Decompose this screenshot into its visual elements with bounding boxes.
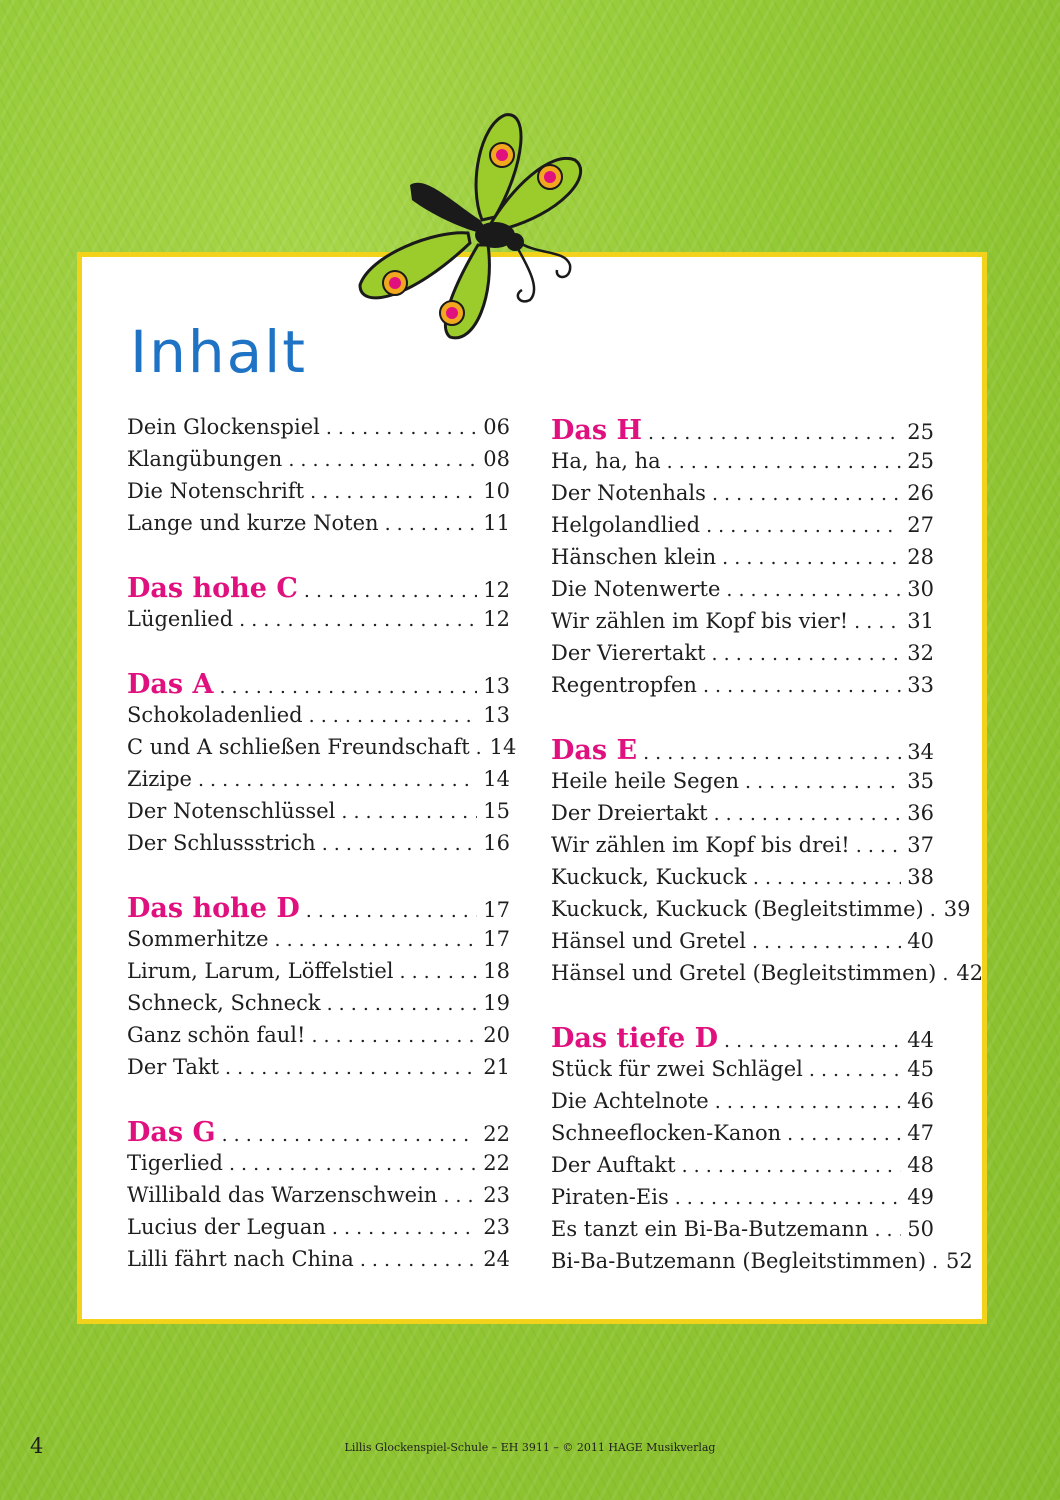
toc-page-number: 39 <box>943 897 971 921</box>
toc-entry <box>551 833 934 865</box>
toc-entry-label: Lilli fährt nach China <box>127 1247 354 1271</box>
toc-entry-label: Heile heile Segen <box>551 769 739 793</box>
toc-page-number: 48 <box>907 1153 934 1177</box>
dot-leader <box>306 900 477 922</box>
dot-leader <box>222 1124 478 1146</box>
toc-entry <box>127 831 510 863</box>
dot-leader <box>288 449 477 471</box>
toc-page-number: 49 <box>907 1185 934 1209</box>
footer-copyright: Lillis Glockenspiel-Schule – EH 3911 – © 2011 HAGE Musikverlag <box>344 1441 716 1454</box>
toc-left-column <box>127 415 517 1309</box>
toc-entry <box>127 1183 510 1215</box>
toc-section <box>127 573 510 639</box>
toc-section <box>551 415 934 705</box>
toc-entry-label: Stück für zwei Schlägel <box>551 1057 803 1081</box>
toc-page-number: 25 <box>907 420 934 444</box>
toc-section-heading <box>551 1023 934 1057</box>
toc-page-number: 20 <box>483 1023 510 1047</box>
toc-page-number: 34 <box>907 740 934 764</box>
toc-page-number: 12 <box>483 578 510 602</box>
dot-leader <box>675 1187 902 1209</box>
toc-section <box>127 669 517 863</box>
dot-leader <box>745 771 901 793</box>
toc-entry-label: Lirum, Larum, Löffelstiel <box>127 959 394 983</box>
toc-entry-label: Schneeflocken-Kanon <box>551 1121 782 1145</box>
toc-page-number: 27 <box>907 513 934 537</box>
toc-page-number: 40 <box>907 929 934 953</box>
toc-entry <box>127 799 510 831</box>
dot-leader <box>400 961 478 983</box>
dot-leader <box>682 1155 902 1177</box>
toc-section-heading <box>127 1117 510 1151</box>
toc-entry-label: Hänschen klein <box>551 545 717 569</box>
toc-page-number: 31 <box>907 609 934 633</box>
toc-entry-label: Ha, ha, ha <box>551 449 661 473</box>
toc-entry <box>551 577 934 609</box>
dot-leader <box>856 835 902 857</box>
toc-entry <box>127 927 510 959</box>
dot-leader <box>322 833 478 855</box>
toc-entry-label: Kuckuck, Kuckuck <box>551 865 747 889</box>
toc-page-number: 18 <box>483 959 510 983</box>
toc-page-number: 14 <box>489 735 517 759</box>
toc-entry <box>551 449 934 481</box>
toc-section-heading <box>127 893 510 927</box>
toc-entry <box>551 673 934 705</box>
toc-entry <box>551 897 971 929</box>
toc-page-number: 26 <box>907 481 934 505</box>
toc-entry-label: Helgolandlied <box>551 513 701 537</box>
toc-entry <box>127 1215 510 1247</box>
dot-leader <box>648 422 901 444</box>
dot-leader <box>229 1153 477 1175</box>
toc-entry <box>127 959 510 991</box>
toc-entry <box>551 769 934 801</box>
dot-leader <box>726 579 901 601</box>
toc-page-number: 36 <box>907 801 934 825</box>
toc-entry-label: Piraten-Eis <box>551 1185 669 1209</box>
toc-entry <box>551 609 934 641</box>
toc-page-number: 19 <box>483 991 510 1015</box>
toc-entry-label: Dein Glockenspiel <box>127 415 320 439</box>
toc-entry-label: C und A schließen Freundschaft <box>127 735 470 759</box>
page-title: Inhalt <box>130 318 308 386</box>
toc-section-heading <box>127 573 510 607</box>
dot-leader <box>304 580 477 602</box>
dot-leader <box>225 1057 477 1079</box>
toc-page-number: 50 <box>907 1217 934 1241</box>
toc-section <box>551 735 984 993</box>
dot-leader <box>703 675 901 697</box>
toc-entry <box>551 865 934 897</box>
toc-page-number: 24 <box>483 1247 510 1271</box>
dot-leader <box>311 1025 477 1047</box>
dot-leader <box>476 737 484 759</box>
dot-leader <box>643 742 901 764</box>
dot-leader <box>809 1059 901 1081</box>
toc-page-number: 23 <box>483 1183 510 1207</box>
toc-page-number: 17 <box>483 927 510 951</box>
dot-leader <box>942 963 950 985</box>
toc-entry-label: Der Takt <box>127 1055 220 1079</box>
toc-entry-label: Der Dreiertakt <box>551 801 708 825</box>
toc-page-number: 22 <box>483 1122 510 1146</box>
dot-leader <box>712 643 902 665</box>
toc-entry-label: Lange und kurze Noten <box>127 511 379 535</box>
dot-leader <box>724 1030 901 1052</box>
toc-entry-label: Die Notenwerte <box>551 577 721 601</box>
toc-heading-label: Das H <box>551 415 643 446</box>
toc-entry-label: Hänsel und Gretel <box>551 929 746 953</box>
toc-entry-label: Hänsel und Gretel (Begleitstimmen) <box>551 961 937 985</box>
toc-page-number: 52 <box>946 1249 973 1273</box>
toc-entry-label: Willibald das Warzenschwein <box>127 1183 438 1207</box>
toc-entry <box>127 607 510 639</box>
toc-page-number: 32 <box>907 641 934 665</box>
toc-entry-label: Die Achtelnote <box>551 1089 709 1113</box>
dot-leader <box>706 515 901 537</box>
toc-entry-label: Es tanzt ein Bi-Ba-Butzemann <box>551 1217 869 1241</box>
toc-heading-label: Das E <box>551 735 638 766</box>
toc-section <box>127 893 510 1087</box>
dot-leader <box>198 769 477 791</box>
toc-entry <box>551 801 934 833</box>
dot-leader <box>327 993 478 1015</box>
toc-entry <box>127 511 510 543</box>
toc-entry <box>127 1247 510 1279</box>
toc-page-number: 33 <box>907 673 934 697</box>
toc-entry <box>127 735 517 767</box>
toc-entry <box>551 1249 973 1281</box>
dot-leader <box>874 1219 901 1241</box>
toc-entry <box>551 545 934 577</box>
toc-right-column <box>551 415 984 1311</box>
toc-section <box>551 1023 973 1281</box>
toc-page-number: 17 <box>483 898 510 922</box>
toc-entry <box>551 1217 934 1249</box>
toc-entry-label: Tigerlied <box>127 1151 223 1175</box>
toc-page-number: 47 <box>907 1121 934 1145</box>
toc-section <box>127 1117 510 1279</box>
toc-entry-label: Ganz schön faul! <box>127 1023 306 1047</box>
toc-entry <box>551 641 934 673</box>
dot-leader <box>360 1249 477 1271</box>
dot-leader <box>310 481 477 503</box>
toc-entry-label: Schneck, Schneck <box>127 991 321 1015</box>
dot-leader <box>753 867 901 889</box>
dot-leader <box>326 417 477 439</box>
toc-entry-label: Wir zählen im Kopf bis drei! <box>551 833 850 857</box>
dot-leader <box>332 1217 477 1239</box>
toc-entry-label: Sommerhitze <box>127 927 269 951</box>
toc-page-number: 45 <box>907 1057 934 1081</box>
dot-leader <box>667 451 902 473</box>
toc-entry-label: Lügenlied <box>127 607 234 631</box>
toc-page-number: 37 <box>907 833 934 857</box>
toc-entry-label: Die Notenschrift <box>127 479 305 503</box>
dot-leader <box>341 801 477 823</box>
toc-page-number: 11 <box>483 511 510 535</box>
toc-page-number: 42 <box>956 961 984 985</box>
toc-entry <box>127 703 510 735</box>
dot-leader <box>443 1185 477 1207</box>
toc-section-heading <box>551 415 934 449</box>
toc-entry <box>551 481 934 513</box>
toc-heading-label: Das G <box>127 1117 216 1148</box>
toc-entry <box>551 1057 934 1089</box>
toc-entry <box>551 1185 934 1217</box>
toc-page-number: 25 <box>907 449 934 473</box>
toc-entry <box>551 961 984 993</box>
toc-entry <box>551 513 934 545</box>
dot-leader <box>275 929 478 951</box>
toc-heading-label: Das tiefe D <box>551 1023 719 1054</box>
toc-page-number: 30 <box>907 577 934 601</box>
toc-page-number: 13 <box>483 674 510 698</box>
toc-entry <box>127 1055 510 1087</box>
toc-heading-label: Das A <box>127 669 214 700</box>
toc-entry-label: Der Notenschlüssel <box>127 799 336 823</box>
toc-entry <box>127 447 510 479</box>
toc-entry <box>127 1151 510 1183</box>
dot-leader <box>714 803 902 825</box>
dot-leader <box>712 483 901 505</box>
toc-entry <box>127 1023 510 1055</box>
dot-leader <box>715 1091 902 1113</box>
toc-entry-label: Wir zählen im Kopf bis vier! <box>551 609 849 633</box>
toc-entry-label: Lucius der Leguan <box>127 1215 326 1239</box>
toc-page-number: 21 <box>483 1055 510 1079</box>
dot-leader <box>385 513 478 535</box>
dot-leader <box>309 705 478 727</box>
toc-entry-label: Der Schlussstrich <box>127 831 316 855</box>
toc-entry <box>127 991 510 1023</box>
toc-entry-label: Regentropfen <box>551 673 697 697</box>
toc-page-number: 14 <box>483 767 510 791</box>
toc-entry <box>127 479 510 511</box>
toc-page-number: 46 <box>907 1089 934 1113</box>
dragonfly-icon <box>350 105 600 365</box>
toc-entry-label: Bi-Ba-Butzemann (Begleitstimmen) <box>551 1249 927 1273</box>
toc-page-number: 28 <box>907 545 934 569</box>
toc-entry-label: Klangübungen <box>127 447 283 471</box>
toc-entry <box>127 415 510 447</box>
toc-page-number: 06 <box>483 415 510 439</box>
toc-section-heading <box>127 669 510 703</box>
dot-leader <box>854 611 901 633</box>
toc-page-number: 23 <box>483 1215 510 1239</box>
footer-page-number: 4 <box>30 1434 44 1458</box>
toc-section-heading <box>551 735 934 769</box>
toc-entry <box>551 1121 934 1153</box>
dot-leader <box>239 609 477 631</box>
toc-page-number: 10 <box>483 479 510 503</box>
dot-leader <box>722 547 901 569</box>
toc-entry-label: Der Notenhals <box>551 481 706 505</box>
toc-heading-label: Das hohe D <box>127 893 300 924</box>
toc-entry <box>551 929 934 961</box>
toc-entry <box>551 1153 934 1185</box>
toc-entry-label: Schokoladenlied <box>127 703 303 727</box>
dot-leader <box>219 676 477 698</box>
toc-entry-label: Der Vierertakt <box>551 641 706 665</box>
toc-page-number: 44 <box>907 1028 934 1052</box>
toc-entry-label: Der Auftakt <box>551 1153 676 1177</box>
toc-page-number: 08 <box>483 447 510 471</box>
toc-page-number: 35 <box>907 769 934 793</box>
toc-heading-label: Das hohe C <box>127 573 298 604</box>
toc-entry-label: Zizipe <box>127 767 192 791</box>
toc-page-number: 12 <box>483 607 510 631</box>
dot-leader <box>930 899 938 921</box>
dot-leader <box>752 931 901 953</box>
dot-leader <box>932 1251 940 1273</box>
toc-entry <box>127 767 510 799</box>
dot-leader <box>787 1123 901 1145</box>
toc-entry-label: Kuckuck, Kuckuck (Begleitstimme) <box>551 897 924 921</box>
toc-section <box>127 415 510 543</box>
toc-entry <box>551 1089 934 1121</box>
toc-page-number: 22 <box>483 1151 510 1175</box>
toc-page-number: 15 <box>483 799 510 823</box>
toc-page-number: 13 <box>483 703 510 727</box>
toc-page-number: 38 <box>907 865 934 889</box>
toc-page-number: 16 <box>483 831 510 855</box>
